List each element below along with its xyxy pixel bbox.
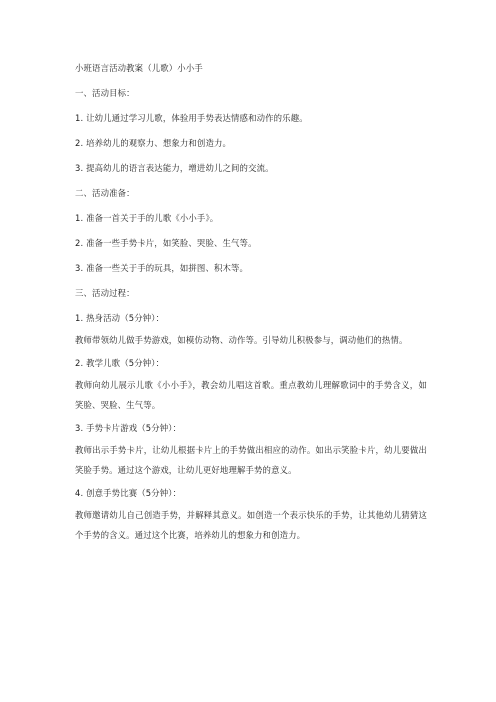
document-page [75, 62, 427, 545]
goal-item-1: 1. 让幼儿通过学习儿歌，体验用手势表达情感和动作的乐趣。 [75, 113, 308, 123]
step-2-body: 教师向幼儿展示儿歌《小小手》，教会幼儿唱这首歌。重点教幼儿理解歌词中的手势含义，如笑脸、哭脸、生气等。 [75, 380, 427, 410]
document-title: 小班语言活动教案（儿歌）小小手 [75, 63, 203, 73]
goal-item-2: 2. 培养幼儿的观察力、想象力和创造力。 [75, 138, 232, 148]
step-2-heading: 2. 教学儿歌（5分钟）： [75, 358, 165, 368]
prep-item-2: 2. 准备一些手势卡片，如笑脸、哭脸、生气等。 [75, 238, 257, 248]
goals-heading: 一、活动目标： [75, 88, 135, 98]
step-3-body: 教师出示手势卡片，让幼儿根据卡片上的手势做出相应的动作。如出示笑脸卡片，幼儿要做出笑脸手势。通过这个游戏，让幼儿更好地理解手势的意义。 [75, 445, 427, 475]
process-heading: 三、活动过程： [75, 288, 135, 298]
step-1-body: 教师带领幼儿做手势游戏，如模仿动物、动作等。引导幼儿积极参与，调动他们的热情。 [75, 335, 408, 345]
prep-item-1: 1. 准备一首关于手的儿歌《小小手》。 [75, 213, 219, 223]
step-4-body: 教师邀请幼儿自己创造手势，并解释其意义。如创造一个表示快乐的手势，让其他幼儿猜猜这个手势的含义。通过这个比赛，培养幼儿的想象力和创造力。 [75, 510, 427, 540]
goal-item-3: 3. 提高幼儿的语言表达能力，增进幼儿之间的交流。 [75, 163, 274, 173]
prep-heading: 二、活动准备： [75, 188, 135, 198]
step-1-heading: 1. 热身活动（5分钟）： [75, 313, 165, 323]
step-4-heading: 4. 创意手势比赛（5分钟）： [75, 488, 182, 498]
prep-item-3: 3. 准备一些关于手的玩具，如拼图、积木等。 [75, 263, 249, 273]
step-3-heading: 3. 手势卡片游戏（5分钟）： [75, 423, 182, 433]
